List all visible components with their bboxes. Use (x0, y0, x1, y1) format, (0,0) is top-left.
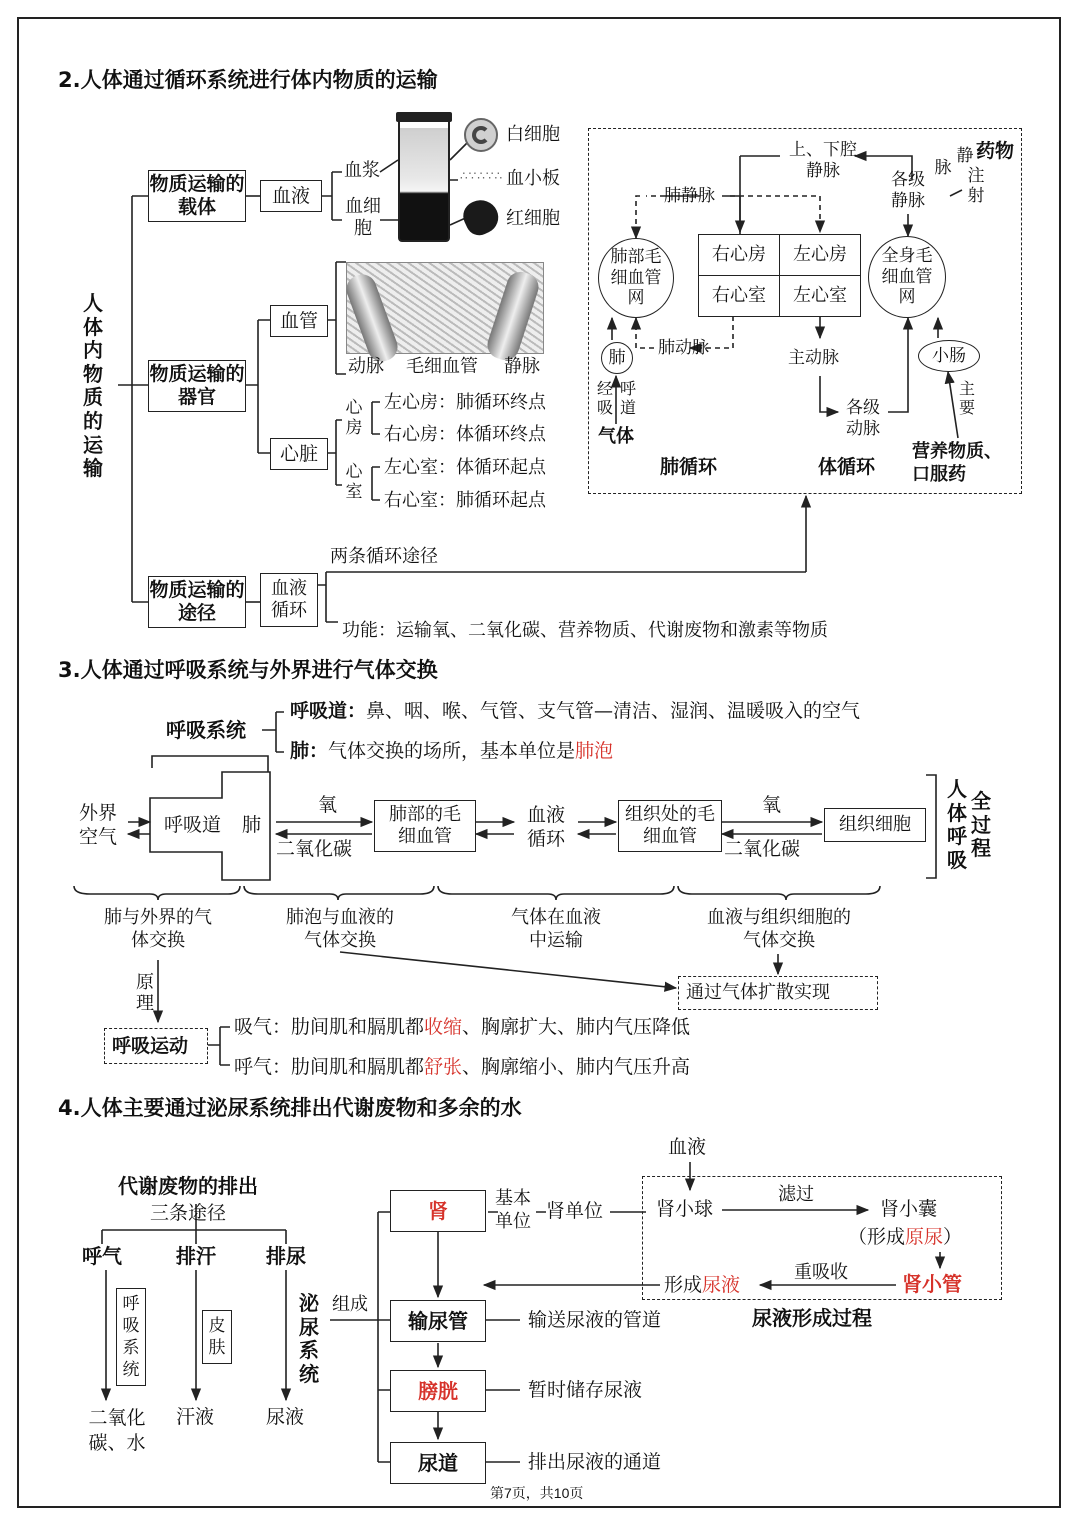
section2-title: 2.人体通过循环系统进行体内物质的运输 (58, 68, 438, 92)
injection-label: 注 射 (967, 166, 985, 207)
heart-box: 心脏 (270, 438, 328, 470)
small-intestine-circle: 小肠 (918, 340, 980, 372)
whole-process-a: 人 体 呼 吸 (947, 777, 967, 872)
co2-water-label: 二氧化碳、水 (88, 1407, 146, 1454)
carrier-box: 物质运输的载体 (148, 170, 246, 222)
white-cell-label: 白细胞 (506, 124, 560, 145)
process-label: 尿液形成过程 (752, 1306, 872, 1330)
section3-title: 3.人体通过呼吸系统与外界进行气体交换 (58, 658, 438, 682)
stage-4: 血液与组织细胞的气体交换 (707, 907, 851, 952)
skin-text: 皮肤 (208, 1315, 226, 1358)
forms-b: ） (943, 1226, 963, 1248)
circulation-box: 血液循环 (260, 573, 318, 627)
pulm-circ-label: 肺循环 (660, 456, 718, 478)
gas-label: 气体 (598, 426, 634, 447)
blood-label: 血液 (668, 1136, 707, 1158)
vessel-box: 血管 (270, 305, 328, 337)
tissue-cell-box: 组织细胞 (824, 808, 926, 842)
inhale-text-a: 吸气：肋间肌和膈肌都 (234, 1016, 425, 1038)
exhale-line (234, 1058, 690, 1077)
function-text: 功能：运输氧、二氧化碳、营养物质、代谢废物和激素等物质 (342, 620, 828, 641)
lung-line-text: 气体交换的场所，基本单位是 (328, 740, 576, 762)
heart-row-3: 左心室：体循环起点 (384, 457, 546, 478)
rv-box: 右心室 (698, 275, 780, 317)
three-ways-label: 三条途径 (150, 1202, 227, 1224)
body-capillary-circle: 全身毛细血管网 (868, 236, 946, 318)
vein-label: 静脉 (504, 356, 540, 377)
lung-line-label: 肺： (290, 740, 329, 762)
section4-title: 4.人体主要通过泌尿系统排出代谢废物和多余的水 (58, 1096, 522, 1120)
heart-row-1: 左心房：肺循环终点 (384, 392, 546, 413)
two-routes-label: 两条循环途径 (330, 546, 438, 567)
urethra-desc: 排出尿液的通道 (528, 1451, 662, 1473)
platelet-label: 血小板 (506, 168, 560, 189)
kidney-box: 肾 (390, 1190, 486, 1232)
aorta-label: 主动脉 (788, 348, 839, 368)
atrium-label: 心房 (345, 398, 363, 439)
exhale-text-b: 、胸廓缩小、肺内气压升高 (462, 1056, 691, 1078)
lung-circle: 肺 (601, 342, 633, 374)
filter-label: 滤过 (778, 1184, 814, 1205)
primary-urine-line (848, 1228, 962, 1247)
co2-label-1: 二氧化碳 (276, 838, 353, 860)
veins-label: 各级静脉 (891, 170, 925, 212)
oxygen-label-1: 氧 (318, 794, 338, 816)
airway-label: 呼吸道 (164, 814, 222, 836)
via-airway-b: 呼 道 (619, 379, 636, 417)
urinate-label: 排尿 (266, 1244, 306, 1268)
lung-line (290, 742, 613, 761)
pulm-capillary-circle: 肺部毛细血管网 (598, 238, 674, 318)
nutrients-label: 营养物质、口服药 (912, 441, 1002, 486)
airway-line-text: 鼻、咽、喉、气管、支气管—清洁、湿润、温暖吸入的空气 (366, 700, 861, 722)
bladder-desc: 暂时储存尿液 (528, 1379, 643, 1401)
urine-label: 尿液 (266, 1406, 305, 1428)
route-box: 物质运输的途径 (148, 576, 246, 628)
urinary-system-label: 泌尿系统 (299, 1291, 319, 1386)
test-tube-cap (396, 112, 452, 122)
mainly-label: 主要 (958, 379, 975, 417)
ra-box: 右心房 (698, 234, 780, 276)
via-airway-a: 经 吸 (596, 379, 613, 417)
reabsorb-label: 重吸收 (794, 1262, 848, 1283)
test-tube-image (398, 116, 450, 242)
primary-urine: 原尿 (905, 1226, 944, 1248)
inhale-red: 收缩 (424, 1016, 463, 1038)
platelet-icon: ∴∵∴∵∴ (460, 169, 504, 183)
blood-cells-label: 血细胞 (345, 196, 381, 239)
airway-line (290, 702, 860, 721)
inhale-text-b: 、胸廓扩大、肺内气压降低 (462, 1016, 691, 1038)
airway-line-label: 呼吸道： (290, 700, 367, 722)
ventricle-label: 心室 (345, 462, 363, 503)
compose-label: 组成 (332, 1294, 368, 1315)
sweat-label: 排汗 (176, 1244, 216, 1268)
whole-process-b: 全 过 程 (971, 789, 991, 861)
form-text: 形成 (664, 1274, 703, 1296)
arteries-label: 各级动脉 (846, 398, 880, 440)
capillary-label: 毛细血管 (406, 356, 478, 377)
exhale-text-a: 呼气：肋间肌和膈肌都 (234, 1056, 425, 1078)
movement-label: 呼吸运动 (112, 1035, 189, 1057)
vessels-image (346, 262, 544, 354)
injection-a: 脉 (934, 158, 952, 178)
stage-1: 肺与外界的气体交换 (104, 907, 212, 952)
red-cell-label: 红细胞 (506, 208, 560, 229)
stage-3: 气体在血液中运输 (511, 907, 601, 952)
inhale-line (234, 1018, 690, 1037)
oxygen-label-2: 氧 (762, 794, 782, 816)
stage-2: 肺泡与血液的气体交换 (286, 907, 394, 952)
resp-system-text: 呼吸系统 (122, 1293, 140, 1381)
la-box: 左心房 (779, 234, 861, 276)
organ-box: 物质运输的器官 (148, 360, 246, 412)
outside-air-label: 外界空气 (78, 802, 117, 848)
exhale-label: 呼气 (82, 1244, 122, 1268)
lung-capillary-box: 肺部的毛细血管 (374, 800, 476, 852)
page-footer: 第7页，共10页 (490, 1485, 584, 1501)
heart-row-2: 右心房：体循环终点 (384, 424, 546, 445)
pulm-artery-label: 肺动脉 (658, 338, 709, 358)
tissue-capillary-box: 组织处的毛细血管 (618, 800, 722, 852)
diffusion-label: 通过气体扩散实现 (686, 982, 830, 1003)
co2-label-2: 二氧化碳 (724, 838, 801, 860)
capsule-label: 肾小囊 (880, 1198, 938, 1220)
white-cell-icon (464, 118, 498, 152)
principle-label: 原理 (136, 972, 154, 1015)
blood-box: 血液 (260, 180, 322, 212)
alveolus-term: 肺泡 (575, 740, 614, 762)
glomerulus-label: 肾小球 (656, 1198, 714, 1220)
urethra-box: 尿道 (390, 1442, 486, 1484)
ureter-box: 输尿管 (390, 1300, 486, 1342)
plasma-label: 血浆 (344, 160, 380, 181)
form-urine-line (664, 1276, 740, 1295)
drug-label: 药物 (976, 140, 1015, 162)
resp-system-box (116, 1288, 146, 1386)
exhale-red: 舒张 (424, 1056, 463, 1078)
venae-cavae-label: 上、下腔静脉 (789, 140, 857, 182)
bladder-box: 膀胱 (390, 1370, 486, 1412)
lv-box: 左心室 (779, 275, 861, 317)
excretion-label: 代谢废物的排出 (118, 1174, 258, 1198)
urine-red: 尿液 (702, 1274, 741, 1296)
tubule-label: 肾小管 (902, 1272, 962, 1296)
resp-system-label: 呼吸系统 (166, 718, 246, 742)
skin-box (202, 1310, 232, 1364)
lung-label: 肺 (242, 814, 262, 836)
ureter-desc: 输送尿液的管道 (528, 1309, 662, 1331)
forms-a: （形成 (848, 1226, 906, 1248)
nephron-label: 肾单位 (546, 1200, 604, 1222)
basic-unit-label: 基本单位 (495, 1188, 531, 1232)
blood-circ-label: 血液循环 (526, 804, 565, 850)
pulm-vein-label: 肺静脉 (664, 186, 715, 206)
injection-b: 静 (956, 146, 974, 166)
artery-label: 动脉 (348, 356, 384, 377)
sys-circ-label: 体循环 (818, 456, 876, 478)
heart-row-4: 右心室：肺循环起点 (384, 490, 546, 511)
sweat-liquid-label: 汗液 (176, 1406, 215, 1428)
root-label: 人体内物质的运输 (83, 291, 103, 481)
